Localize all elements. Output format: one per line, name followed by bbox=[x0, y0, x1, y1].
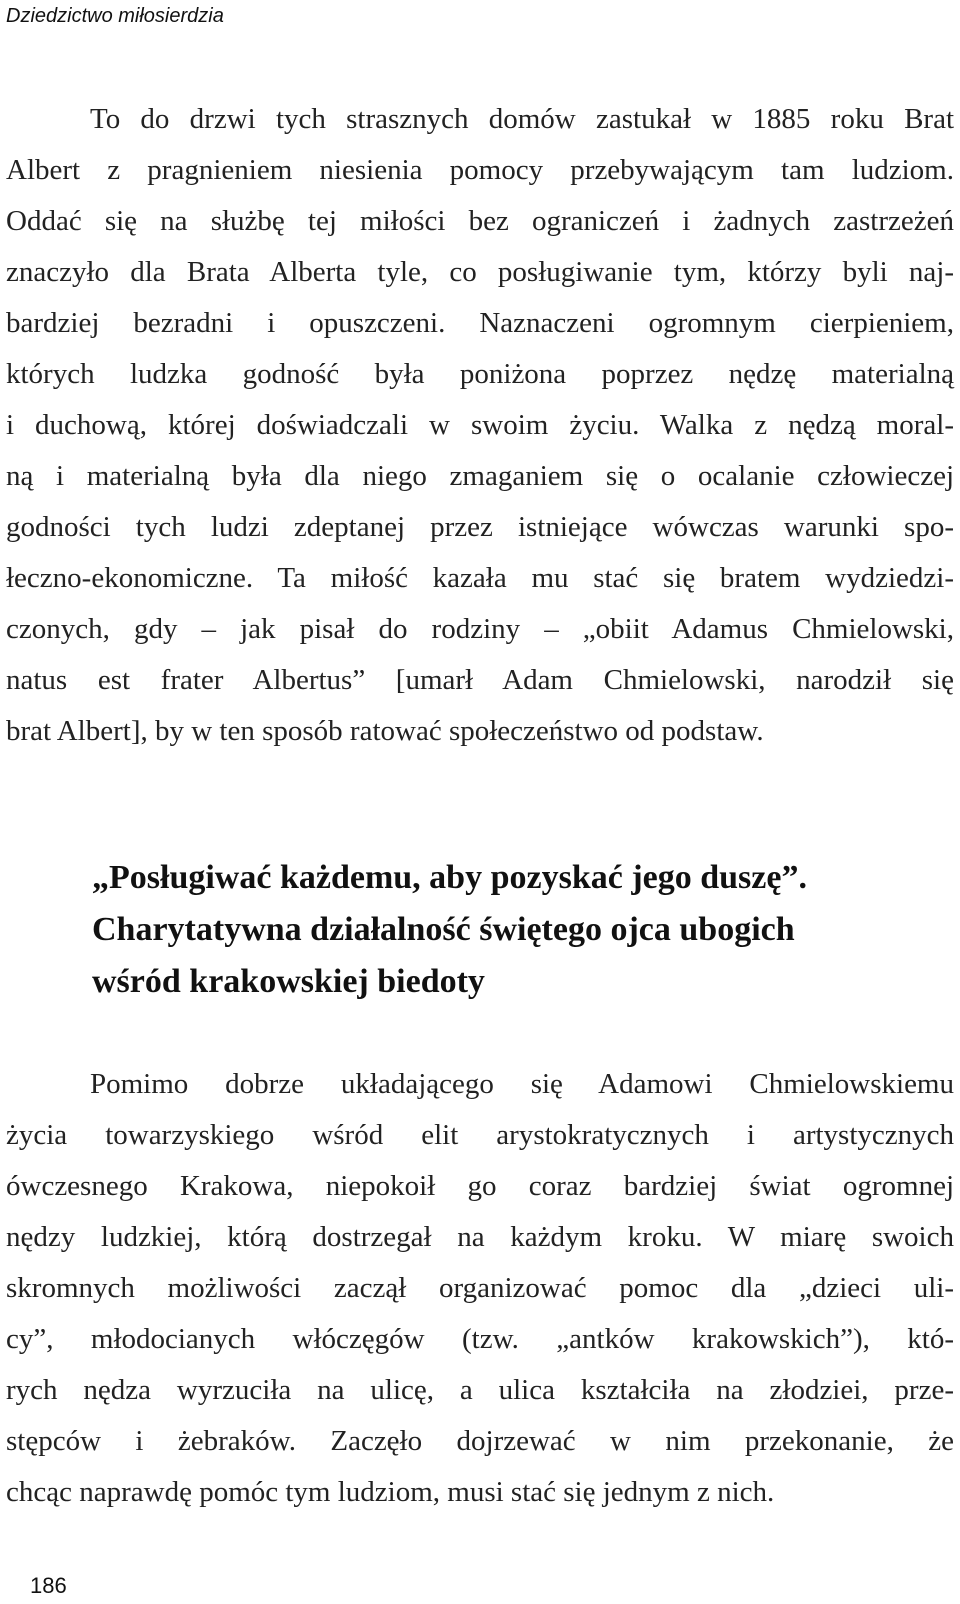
section-heading bbox=[92, 852, 954, 1008]
section-heading-line: „Posługiwać każdemu, aby pozyskać jego duszę”. bbox=[92, 859, 807, 896]
running-header-title: Dziedzictwo miłosierdzia bbox=[6, 5, 224, 27]
section-heading-line: wśród krakowskiej biedoty bbox=[92, 963, 485, 1000]
paragraph-line: których ludzka godność była poniżona poprzez nędzę materialną bbox=[6, 358, 954, 390]
paragraph-line: bardziej bezradni i opuszczeni. Naznaczeni ogromnym cierpieniem, bbox=[6, 307, 954, 339]
paragraph-line: Oddać się na służbę tej miłości bez ograniczeń i żadnych zastrzeżeń bbox=[6, 205, 954, 237]
paragraph-line: Pomimo dobrze układającego się Adamowi Chmielowskiemu bbox=[90, 1068, 954, 1100]
paragraph-line: ówczesnego Krakowa, niepokoił go coraz bardziej świat ogromnej bbox=[6, 1170, 954, 1202]
paragraph-line: i duchową, której doświadczali w swoim życiu. Walka z nędzą moral- bbox=[6, 409, 954, 441]
section-heading-line: Charytatywna działalność świętego ojca ubogich bbox=[92, 911, 795, 948]
paragraph-line: natus est frater Albertus” [umarł Adam Chmielowski, narodził się bbox=[6, 664, 954, 696]
paragraph-charitable-work bbox=[6, 1059, 954, 1518]
paragraph-line: nędzy ludzkiej, którą dostrzegał na każdym kroku. W miarę swoich bbox=[6, 1221, 954, 1253]
paragraph-line: godności tych ludzi zdeptanej przez istniejące wówczas warunki spo- bbox=[6, 511, 954, 543]
paragraph-line: To do drzwi tych strasznych domów zastukał w 1885 roku Brat bbox=[90, 103, 954, 135]
paragraph-line: skromnych możliwości zaczął organizować pomoc dla „dzieci uli- bbox=[6, 1272, 954, 1304]
paragraph-line: czonych, gdy – jak pisał do rodziny – „obiit Adamus Chmielowski, bbox=[6, 613, 954, 645]
paragraph-line: rych nędza wyrzuciła na ulicę, a ulica kształciła na złodziei, prze- bbox=[6, 1374, 954, 1406]
paragraph-line: ną i materialną była dla niego zmaganiem się o ocalanie człowieczej bbox=[6, 460, 954, 492]
paragraph-line: życia towarzyskiego wśród elit arystokratycznych i artystycznych bbox=[6, 1119, 954, 1151]
paragraph-line: łeczno-ekonomiczne. Ta miłość kazała mu stać się bratem wydziedzi- bbox=[6, 562, 954, 594]
paragraph-line: znaczyło dla Brata Alberta tyle, co posługiwanie tym, którzy byli naj- bbox=[6, 256, 954, 288]
paragraph-line: stępców i żebraków. Zaczęło dojrzewać w nim przekonanie, że bbox=[6, 1425, 954, 1457]
paragraph-line: cy”, młodocianych włóczęgów (tzw. „antków krakowskich”), któ- bbox=[6, 1323, 954, 1355]
page-number: 186 bbox=[30, 1573, 67, 1598]
paragraph-brother-albert-service bbox=[6, 94, 954, 757]
paragraph-line: chcąc naprawdę pomóc tym ludziom, musi stać się jednym z nich. bbox=[6, 1476, 775, 1508]
paragraph-line: Albert z pragnieniem niesienia pomocy przebywającym tam ludziom. bbox=[6, 154, 954, 186]
paragraph-line: brat Albert], by w ten sposób ratować społeczeństwo od podstaw. bbox=[6, 715, 764, 747]
